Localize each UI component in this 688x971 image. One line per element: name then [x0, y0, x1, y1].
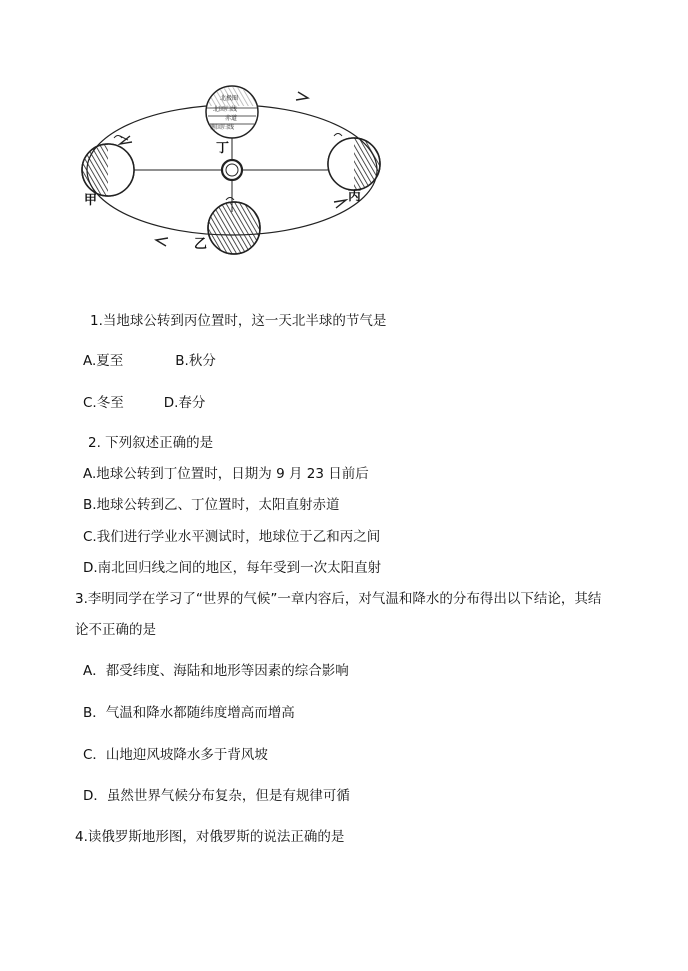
q3-stem-line1: 3.李明同学在学习了“世界的气候”一章内容后，对气温和降水的分布得出以下结论，其结: [75, 591, 602, 607]
svg-text:南回归线: 南回归线: [210, 124, 235, 131]
q1-stem: 1.当地球公转到丙位置时，这一天北半球的节气是: [90, 313, 387, 329]
q2-option-d: D.南北回归线之间的地区，每年受到一次太阳直射: [83, 560, 382, 576]
q3-stem-line2: 论不正确的是: [75, 622, 156, 638]
q1-options-row1: [83, 352, 216, 370]
arrow-icon: [334, 200, 346, 208]
q1-option-b: B.秋分: [175, 353, 216, 369]
q3-option-d: D．虽然世界气候分布复杂，但是有规律可循: [83, 788, 350, 804]
sun-icon: [222, 160, 242, 180]
q2-stem: 2. 下列叙述正确的是: [88, 435, 214, 451]
svg-text:北回归线: 北回归线: [213, 106, 238, 113]
label-yi: 乙: [194, 237, 208, 252]
label-jia: 甲: [84, 193, 98, 208]
label-bing: 丙: [348, 189, 362, 204]
earth-orbit-diagram: [70, 78, 400, 258]
label-ding: 丁: [216, 141, 230, 156]
globe-jia: [82, 136, 134, 197]
svg-text:北极圈: 北极圈: [220, 95, 239, 102]
q3-option-b: B．气温和降水都随纬度增高而增高: [83, 705, 295, 721]
q1-option-d: D.春分: [163, 395, 206, 411]
q3-option-c: C．山地迎风坡降水多于背风坡: [83, 747, 268, 763]
q3-option-a: A．都受纬度、海陆和地形等因素的综合影响: [83, 663, 349, 679]
q1-options-row2: [83, 394, 205, 412]
q4-stem: 4.读俄罗斯地形图，对俄罗斯的说法正确的是: [75, 829, 345, 845]
arrow-icon: [296, 92, 308, 100]
q2-option-b: B.地球公转到乙、丁位置时，太阳直射赤道: [83, 497, 340, 513]
globe-yi: [208, 198, 260, 255]
arrow-icon: [156, 238, 168, 246]
q1-option-a: A.夏至: [83, 353, 124, 369]
q1-option-c: C.冬至: [83, 395, 124, 411]
q2-option-a: A.地球公转到丁位置时，日期为 9 月 23 日前后: [83, 466, 369, 482]
globe-bing: [328, 134, 380, 191]
q2-option-c: C.我们进行学业水平测试时，地球位于乙和丙之间: [83, 529, 381, 545]
globe-ding: [206, 86, 258, 138]
svg-text:赤道: 赤道: [225, 115, 238, 122]
